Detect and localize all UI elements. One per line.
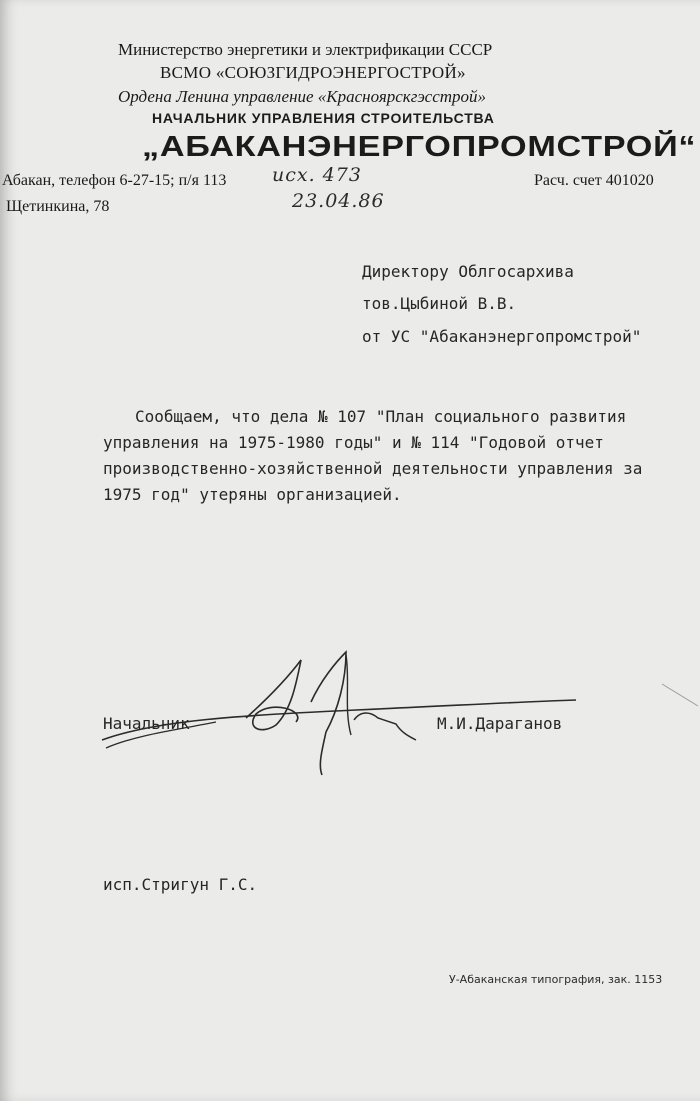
address-street-line: Щетинкина, 78 (6, 198, 110, 215)
address-phone-line: Абакан, телефон 6-27-15; п/я 113 (2, 172, 227, 189)
body-line: Сообщаем, что дела № 107 "План социального развития (135, 407, 627, 426)
printer-imprint: У-Абаканская типография, зак. 1153 (449, 973, 663, 986)
association-line: ВСМО «СОЮЗГИДРОЭНЕРГОСТРОЙ» (160, 63, 466, 82)
role-line: НАЧАЛЬНИК УПРАВЛЕНИЯ СТРОИТЕЛЬСТВА (152, 110, 495, 126)
signer-title: Начальник (103, 714, 190, 733)
handwritten-ref-number: исх. 473 (272, 164, 362, 186)
handwritten-signature (96, 640, 596, 790)
handwritten-date: 23.04.86 (292, 190, 385, 212)
directorate-line: Ордена Ленина управление «Красноярскгэсстрой» (118, 87, 487, 106)
page-fold-mark (660, 680, 700, 710)
addressee-line-3: от УС "Абаканэнергопромстрой" (362, 327, 642, 346)
addressee-line-2: тов.Цыбиной В.В. (362, 294, 517, 313)
body-line: 1975 год" утеряны организацией. (103, 485, 402, 504)
addressee-line-1: Директору Облгосархива (362, 262, 574, 281)
account-number: Расч. счет 401020 (534, 172, 654, 189)
letter-body (103, 404, 642, 508)
organization-name: „АБАКАНЭНЕРГОПРОМСТРОЙ“ (142, 131, 697, 163)
executor-line: исп.Стригун Г.С. (103, 875, 258, 894)
body-line: управления на 1975-1980 годы" и № 114 "Годовой отчет (103, 433, 604, 452)
ministry-line: Министерство энергетики и электрификации СССР (118, 40, 493, 59)
body-line: производственно-хозяйственной деятельности управления за (103, 459, 643, 478)
signer-name: М.И.Дараганов (437, 714, 563, 733)
